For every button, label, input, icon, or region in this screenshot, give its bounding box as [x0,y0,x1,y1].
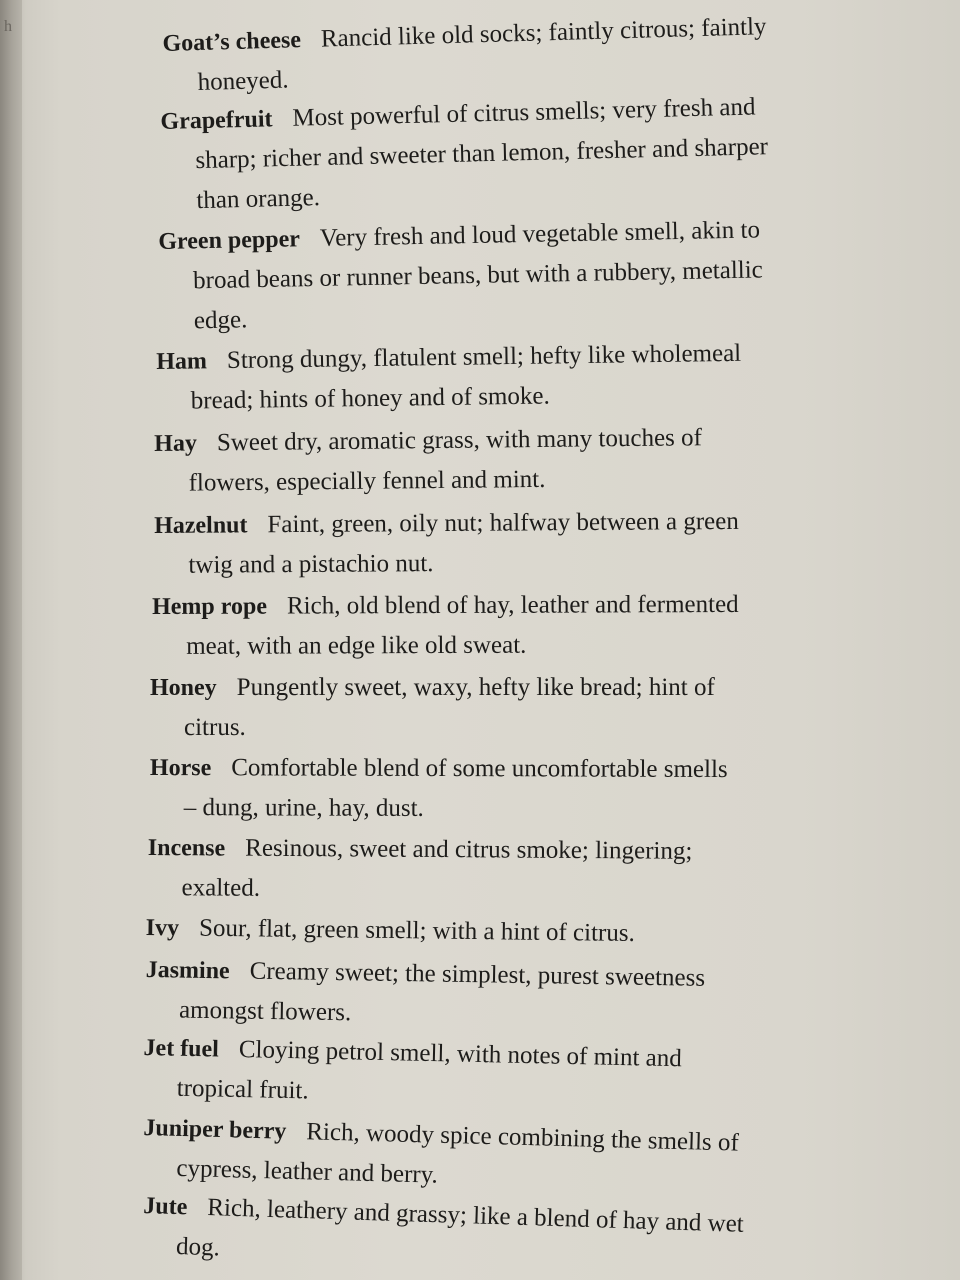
entry-text: Rich, old blend of hay, leather and fermented [286,590,739,620]
entry-term: Hemp rope [152,593,268,620]
entry-continuation: exalted. [181,874,261,902]
entry-term: Incense [147,834,226,862]
entry-honey [150,668,830,748]
entry-term: Goat’s cheese [162,27,302,57]
entry-jasmine [145,950,826,1041]
entry-term: Ham [156,348,208,375]
entry-continuation: edge. [193,306,248,335]
entry-grapefruit [160,85,843,222]
entry-hazelnut [154,501,835,586]
entry-continuation: – dung, urine, hay, dust. [183,794,424,822]
page-edge-mark: h [4,18,12,35]
entry-hay [154,417,835,504]
entry-text: Faint, green, oily nut; halfway between a green [267,507,739,539]
entry-continuation: cypress, leather and berry. [176,1154,439,1189]
entry-incense [147,828,828,913]
entry-term: Jet fuel [143,1034,220,1063]
entry-continuation: meat, with an edge like old sweat. [186,631,527,660]
entry-term: Hay [154,430,198,457]
entry-first-line [154,417,834,464]
entry-continuation: bread; hints of honey and of smoke. [190,382,550,415]
entry-continuation: tropical fruit. [176,1074,309,1105]
entry-term: Horse [149,754,212,782]
entry-continuation: honeyed. [197,66,289,97]
entry-continuation: dog. [175,1233,221,1262]
entry-term: Green pepper [158,226,301,255]
entry-first-line [150,748,830,790]
entry-hemp-rope [152,585,832,667]
entry-term: Grapefruit [160,106,273,135]
entry-text: Comfortable blend of some uncomfortable smells [231,754,728,784]
entry-horse [150,748,830,830]
entry-text: Rich, leathery and grassy; like a blend of hay and wet [206,1194,745,1238]
entry-ivy [146,908,826,956]
entry-continuation: twig and a pistachio nut. [188,550,434,579]
entry-term: Jute [142,1192,188,1221]
entry-continuation: citrus. [184,714,246,741]
entry-jet-fuel [142,1028,824,1122]
entry-term: Honey [150,675,217,701]
entry-text: Most powerful of citrus smells; very fresh and [292,93,756,132]
entry-continuation: than orange. [196,184,321,215]
entry-term: Jasmine [145,956,230,985]
entry-text: Sweet dry, aromatic grass, with many touches of [216,424,703,457]
entry-first-line [150,668,830,708]
entry-continuation: flowers, especially fennel and mint. [188,465,546,497]
entry-first-line [152,585,832,627]
entry-text: Cloying petrol smell, with notes of mint and [238,1035,683,1073]
entry-green-pepper [158,209,840,342]
entry-text: Rancid like old socks; faintly citrous; faintly [320,13,767,53]
entry-text: Rich, woody spice combining the smells of [305,1118,740,1157]
entry-continuation: broad beans or runner beans, but with a rubbery, metallic [192,256,764,295]
entry-text: Creamy sweet; the simplest, purest sweetness [249,957,706,992]
entry-term: Hazelnut [154,512,248,539]
entry-first-line [148,828,828,873]
entry-text: Pungently sweet, waxy, hefty like bread; hint of [236,674,715,701]
entry-text: Resinous, sweet and citrus smoke; lingering; [245,834,693,865]
entry-term: Ivy [145,914,180,942]
entry-text: Strong dungy, flatulent smell; hefty like wholemeal [226,339,742,375]
entry-text: Very fresh and loud vegetable smell, akin to [319,216,761,252]
entry-first-line [154,501,834,546]
entry-term: Juniper berry [143,1114,287,1145]
entry-ham [156,333,837,422]
entry-continuation: amongst flowers. [178,996,352,1027]
entry-text: Sour, flat, green smell; with a hint of citrus. [198,914,635,947]
entry-first-line [146,908,826,956]
entry-continuation: sharp; richer and sweeter than lemon, fresher and sharper [195,133,769,175]
